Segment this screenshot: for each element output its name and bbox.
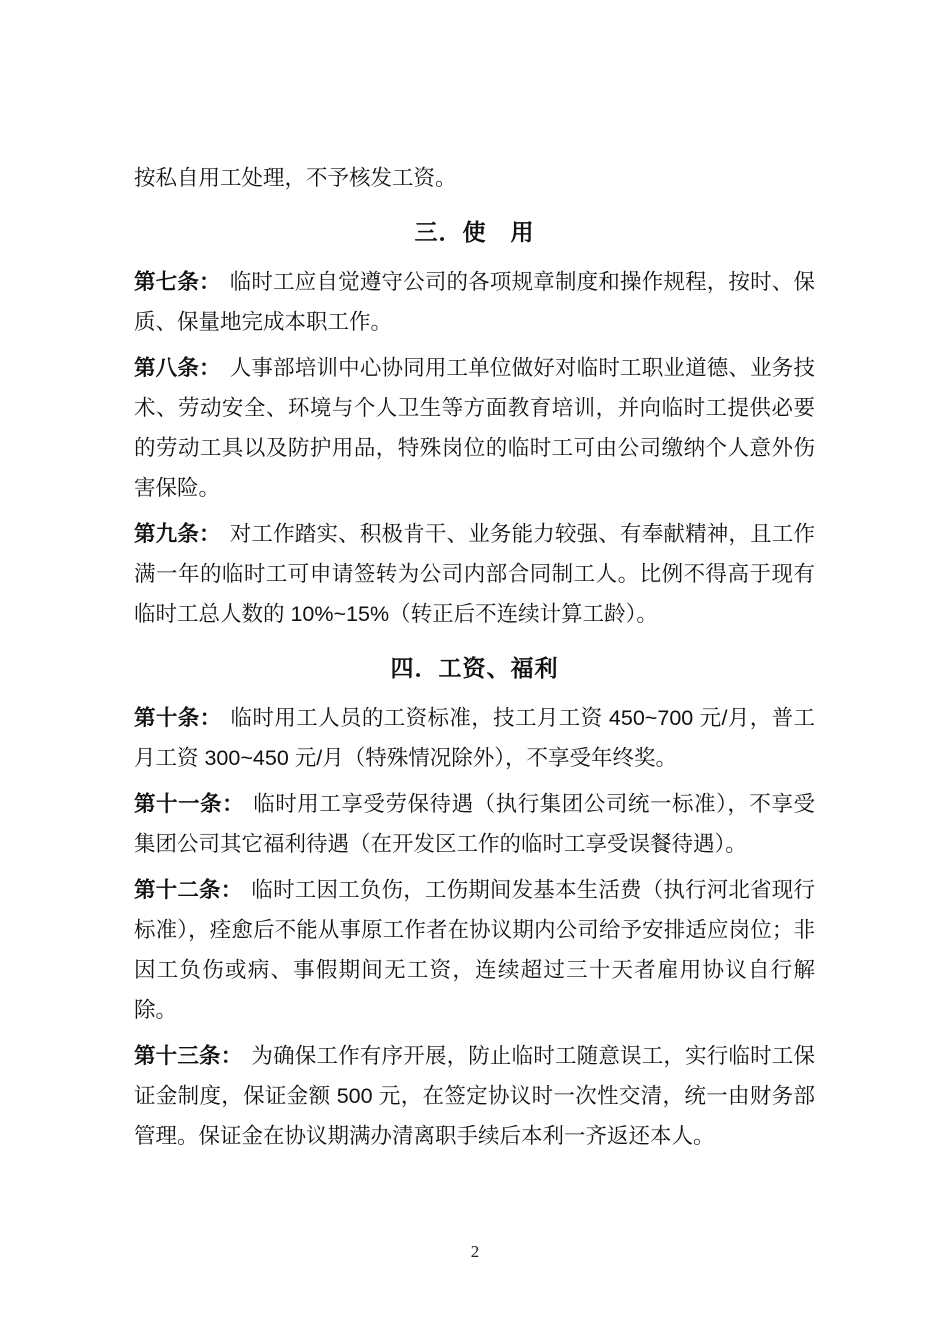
article-11-label: 第十一条： [134, 792, 245, 816]
page-number: 2 [470, 1242, 480, 1261]
article-12-label: 第十二条： [134, 878, 243, 902]
article-12-paragraph [134, 870, 815, 1030]
article-12-text: 临时工因工负伤，工伤期间发基本生活费（执行河北省现行标准），痊愈后不能从事原工作者在协议期内公司给予安排适应岗位；非因工负伤或病、事假期间无工资，连续超过三十天者雇用协议自行解除。 [134, 878, 815, 1022]
article-7-text: 临时工应自觉遵守公司的各项规章制度和操作规程，按时、保质、保量地完成本职工作。 [134, 270, 815, 334]
article-10-paragraph [134, 698, 815, 778]
section-heading-use: 三．使 用 [414, 219, 535, 245]
article-9-paragraph [134, 514, 815, 634]
article-9-label: 第九条： [134, 522, 221, 546]
page-footer [0, 1242, 950, 1262]
article-13-paragraph [134, 1036, 815, 1156]
article-10-label: 第十条： [134, 706, 222, 730]
article-11-text: 临时用工享受劳保待遇（执行集团公司统一标准），不享受集团公司其它福利待遇（在开发区工作的临时工享受误餐待遇）。 [134, 792, 815, 856]
article-13-label: 第十三条： [134, 1044, 243, 1068]
article-10-text: 临时用工人员的工资标准，技工月工资 450~700 元/月，普工月工资 300~450 元/月（特殊情况除外），不享受年终奖。 [134, 706, 815, 770]
article-9-text: 对工作踏实、积极肯干、业务能力较强、有奉献精神，且工作满一年的临时工可申请签转为公司内部合同制工人。比例不得高于现有临时工总人数的 10%~15%（转正后不连续计算工龄）。 [134, 522, 815, 626]
article-8-text: 人事部培训中心协同用工单位做好对临时工职业道德、业务技术、劳动安全、环境与个人卫生等方面教育培训，并向临时工提供必要的劳动工具以及防护用品，特殊岗位的临时工可由公司缴纳个人意外伤害保险。 [134, 356, 815, 500]
section-heading-wages-benefits: 四．工资、福利 [390, 655, 559, 681]
article-7-label: 第七条： [134, 270, 221, 294]
continuation-paragraph: 按私自用工处理，不予核发工资。 [134, 166, 457, 190]
article-7-paragraph [134, 262, 815, 342]
article-13-text: 为确保工作有序开展，防止临时工随意误工，实行临时工保证金制度，保证金额 500 元，在签定协议时一次性交清，统一由财务部管理。保证金在协议期满办清离职手续后本利一齐返还本人。 [134, 1044, 815, 1148]
article-8-label: 第八条： [134, 356, 221, 380]
article-11-paragraph [134, 784, 815, 864]
article-8-paragraph [134, 348, 815, 508]
